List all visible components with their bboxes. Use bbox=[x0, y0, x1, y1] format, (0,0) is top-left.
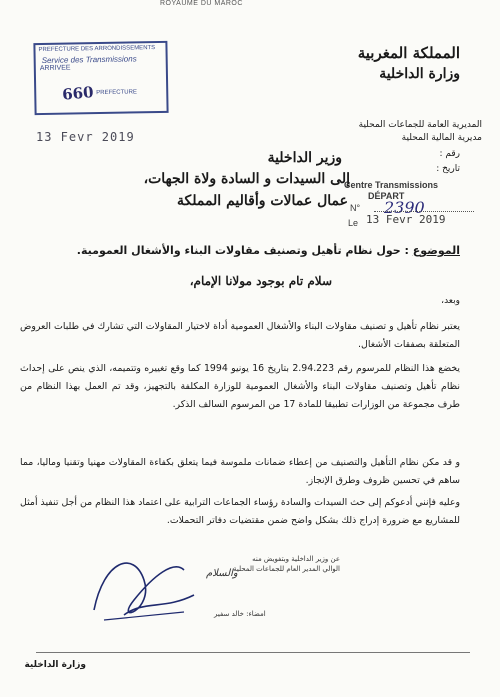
date-label: تاريخ : bbox=[436, 164, 460, 174]
addressee-line-2: عمال عمالات وأقاليم المملكة bbox=[176, 193, 348, 209]
kingdom-title: المملكة المغربية bbox=[357, 44, 460, 62]
subject-text: : حول نظام تأهيل وتصنيف مقاولات البناء والأشغال العمومية. bbox=[76, 244, 409, 257]
paragraph-3: و قد مكن نظام التأهيل والتصنيف من إعطاء ضمانات ملموسة فيما يتعلق بكفاءة المقاولات مهنيا وتقنيا وماليا، مما ساهم في تحسين ظروف وطرق الإنجاز. bbox=[20, 457, 460, 486]
subject-line bbox=[30, 244, 460, 257]
arrival-date-stamp: 13 Fevr 2019 bbox=[36, 130, 135, 144]
handwritten-signature bbox=[74, 540, 204, 630]
stamp-line-3: ARRIVEE bbox=[39, 64, 71, 73]
signature-line-1: عن وزير الداخلية وبتفويض منه bbox=[252, 555, 340, 563]
transmission-stamp-le-label: Le bbox=[348, 218, 359, 228]
transmission-stamp-rule bbox=[374, 211, 474, 212]
stamp-line-2: Service des Transmissions bbox=[41, 54, 137, 66]
direction-general: المديرية العامة للجماعات المحلية bbox=[358, 120, 482, 130]
transmission-stamp-number: 2390 bbox=[384, 198, 425, 217]
stamp-line-4: PREFECTURE bbox=[96, 89, 137, 97]
top-header-cut-text: ROYAUME DU MAROC bbox=[160, 0, 243, 7]
footer-divider bbox=[36, 652, 470, 653]
reference-label: رقم : bbox=[439, 149, 460, 159]
greeting: سلام تام بوجود مولانا الإمام، bbox=[189, 274, 332, 288]
paragraph-4: وعليه فإنني أدعوكم إلى حث السيدات والسادة رؤساء الجماعات الترابية على اعتماد هذا النظام من أجل تنفيذ أمثل للمشاريع مع ضرورة إدراج ذلك بشكل واضح ضمن مقتضيات دفاتر التحملات. bbox=[20, 497, 460, 526]
stamp-number: 660 bbox=[61, 83, 95, 104]
sender-line: وزير الداخلية bbox=[267, 150, 342, 166]
transmission-stamp bbox=[344, 180, 484, 240]
transmission-stamp-date: 13 Fevr 2019 bbox=[366, 213, 446, 226]
transition-word: وبعد، bbox=[441, 296, 460, 306]
stamp-line-1: PREFECTURE DES ARRONDISSEMENTS bbox=[38, 45, 156, 54]
transmission-stamp-title: Centre Transmissions bbox=[344, 180, 439, 190]
paragraph-2: يخضع هذا النظام للمرسوم رقم 2.94.223 بتاريخ 16 يونيو 1994 كما وقع تغييره وتتميمه، الذي ينص على إحداث نظام تأهيل وتصنيف مقاولات البناء والأشغال العمومية للوزارة المكلفة بالتجهيز، وقد تم العمل بهذا النظام من طرف مجموعة من الوزارات تطبيقا للمادة 17 من المرسوم السالف الذكر. bbox=[20, 363, 460, 410]
transmission-stamp-n-label: N° bbox=[350, 203, 361, 213]
addressee-line-1: إلى السيدات و السادة ولاة الجهات، bbox=[143, 171, 350, 187]
subject-label: الموضوع bbox=[412, 244, 460, 257]
footer-ministry: وزارة الداخلية bbox=[24, 660, 86, 670]
signature-imza: امضاء: خالد سفير bbox=[214, 610, 266, 618]
ministry-title: وزارة الداخلية bbox=[379, 66, 460, 82]
transmission-stamp-depart: DÉPART bbox=[368, 191, 405, 201]
closing-salam: والسلام bbox=[206, 568, 238, 579]
signature-line-2: الوالي المدير العام للجماعات المحلية bbox=[233, 565, 340, 573]
reception-stamp bbox=[33, 41, 168, 115]
paragraph-1: يعتبر نظام تأهيل و تصنيف مقاولات البناء والأشغال العمومية أداة لاختيار المقاولات التي تشارك في طلبات العروض المتعلقة بصفقات الأشغال. bbox=[20, 321, 460, 350]
direction-finance: مديرية المالية المحلية bbox=[401, 133, 482, 143]
